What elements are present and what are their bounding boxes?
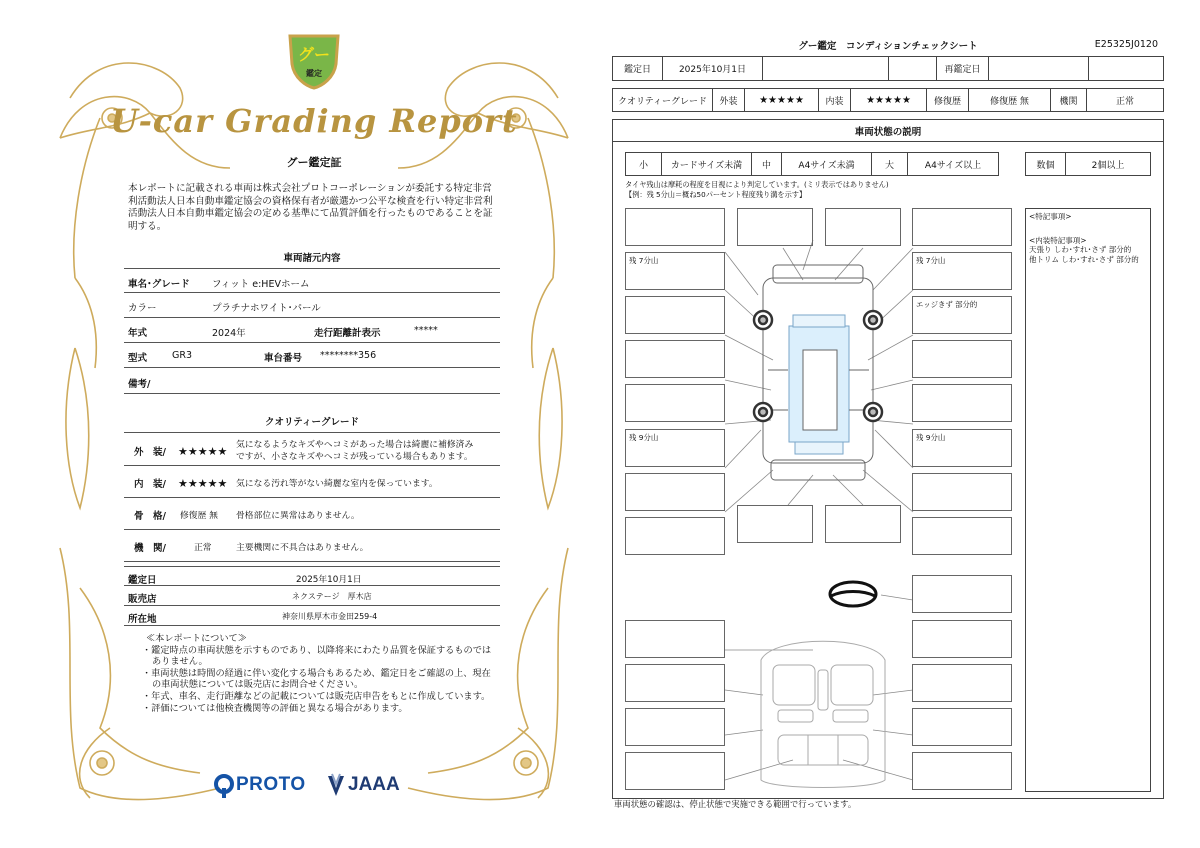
chassis-label: 車台番号 xyxy=(264,353,303,364)
date-blank xyxy=(889,57,937,80)
size-count: 数個 xyxy=(1026,153,1066,175)
damage-box xyxy=(625,208,725,246)
date-table xyxy=(612,56,1164,81)
shop-row xyxy=(124,586,500,606)
remarks-label: 備考/ xyxy=(128,379,151,390)
spec-row-model xyxy=(124,343,500,368)
special-notes-title: <特記事項> xyxy=(1029,212,1072,221)
grade-desc: 主要機関に不具合はありません。 xyxy=(236,543,369,553)
appraisal-date-value: 2025年10月1日 xyxy=(296,575,362,585)
damage-box xyxy=(825,505,901,543)
logo-text: 鑑定 xyxy=(306,69,322,78)
vehicle-state-section xyxy=(612,119,1164,799)
damage-box-tire-rl: 残 9分山 xyxy=(625,429,725,467)
grade-row-frame xyxy=(124,498,500,530)
damage-box xyxy=(737,505,813,543)
damage-box xyxy=(625,296,725,334)
grade-desc: 気になる汚れ等がない綺麗な室内を保っています。 xyxy=(236,479,438,489)
exterior-label: 外装 xyxy=(713,89,745,111)
grade-rating: 正常 xyxy=(194,543,212,553)
size-large-desc: A4サイズ以上 xyxy=(924,160,982,171)
size-small-desc: カードサイズ未満 xyxy=(662,153,752,175)
interior-value: ★★★★★ xyxy=(851,89,927,111)
color-label: カラー xyxy=(128,303,157,314)
proto-logo: PROTO xyxy=(236,774,306,795)
jaaa-logo-icon xyxy=(326,772,346,800)
damage-box xyxy=(912,340,1012,378)
interior-notes-title: <内装特記事項> xyxy=(1029,235,1087,245)
spec-heading: 車両諸元内容 xyxy=(283,253,341,264)
appraisal-date-label: 鑑定日 xyxy=(128,575,157,586)
grade-rating: ★★★★★ xyxy=(178,477,228,490)
sheet-title: グー鑑定 コンディションチェックシート xyxy=(798,41,978,52)
tire-note-line: タイヤ残山は摩耗の程度を目視により判定しています。(ミリ表示ではありません) xyxy=(625,180,889,189)
name-value: フィット e:HEVホーム xyxy=(212,279,310,290)
spec-table xyxy=(124,268,500,394)
grade-label: 機 関/ xyxy=(134,543,166,554)
quality-table xyxy=(612,88,1164,112)
note-item: ・評価については他検査機関等の評価と異なる場合があります。 xyxy=(142,702,408,714)
grade-desc: ですが、小さなキズやヘコミが残っている場合もあります。 xyxy=(236,452,473,462)
grade-row-interior xyxy=(124,466,500,498)
damage-box xyxy=(737,208,813,246)
mileage-value: ***** xyxy=(414,325,438,336)
size-medium: 中 xyxy=(752,153,782,175)
report-title: U-car Grading Report xyxy=(110,102,518,140)
name-label: 車名･グレード xyxy=(128,279,190,290)
certificate-intro: 本レポートに記載される車両は株式会社プロトコーポレーションが委託する特定非営利活動法人日本自動車鑑定協会の資格保有者が厳選かつ公平な検査を行い特定非営利活動法人日本自動車鑑定協会の定める基準にて品質評価を行ったものであることを証明する。 xyxy=(128,183,493,232)
interior-label: 内装 xyxy=(819,89,851,111)
reappraisal-label: 再鑑定日 xyxy=(937,57,989,80)
shop-label: 販売店 xyxy=(128,594,157,605)
interior-box xyxy=(912,708,1012,746)
grade-rating: 修復歴 無 xyxy=(180,511,218,521)
svg-text:グー: グー xyxy=(297,45,331,64)
damage-box-right-front: エッジきず 部分的 xyxy=(912,296,1012,334)
special-notes-panel xyxy=(1025,208,1151,792)
spec-row-color xyxy=(124,293,500,318)
interior-box xyxy=(625,620,725,658)
bottom-note: 車両状態の確認は、停止状態で実施できる範囲で行っています。 xyxy=(614,799,857,809)
jaaa-logo: JAAA xyxy=(348,774,400,795)
damage-box xyxy=(912,517,1012,555)
damage-box xyxy=(825,208,901,246)
damage-box xyxy=(625,340,725,378)
damage-box-tire-rr: 残 9分山 xyxy=(912,429,1012,467)
engine-value: 正常 xyxy=(1115,96,1134,107)
damage-box xyxy=(912,384,1012,422)
repair-label: 修復歴 xyxy=(927,89,969,111)
date-blank xyxy=(1089,57,1163,80)
damage-box xyxy=(912,473,1012,511)
repair-value: 修復歴 無 xyxy=(969,89,1051,111)
size-medium-desc: A4サイズ未満 xyxy=(782,153,872,175)
report-notes xyxy=(140,633,496,714)
damage-box-tire-fl: 残 7分山 xyxy=(625,252,725,290)
damage-box xyxy=(625,517,725,555)
condition-check-sheet xyxy=(610,30,1166,816)
address-value: 神奈川県厚木市金田259-4 xyxy=(282,612,378,621)
grade-table xyxy=(124,432,500,562)
date-blank xyxy=(763,57,889,80)
shop-table xyxy=(124,566,500,626)
note-item: ・車両状態は時間の経過に伴い変化する場合もあるため、鑑定日をご確認の上、現在の車両状態については販売店にお問合せください。 xyxy=(142,667,491,691)
address-row xyxy=(124,606,500,626)
damage-box xyxy=(625,384,725,422)
interior-box xyxy=(625,752,725,790)
year-value: 2024年 xyxy=(212,328,246,339)
grading-certificate xyxy=(40,28,588,820)
appraisal-date-row xyxy=(124,566,500,586)
interior-box xyxy=(912,620,1012,658)
shop-value: ネクステージ 厚木店 xyxy=(292,592,372,601)
grade-row-exterior xyxy=(124,432,500,466)
grade-desc: 骨格部位に異常はありません。 xyxy=(236,511,360,521)
date-label: 鑑定日 xyxy=(613,57,663,80)
address-label: 所在地 xyxy=(128,614,157,625)
exterior-value: ★★★★★ xyxy=(745,89,819,111)
color-value: プラチナホワイト･パール xyxy=(212,303,321,314)
certificate-subtitle: グー鑑定証 xyxy=(286,156,342,169)
state-title: 車両状態の説明 xyxy=(613,120,1163,142)
interior-box xyxy=(912,752,1012,790)
quality-label: クオリティーグレード xyxy=(613,89,713,111)
grade-row-engine xyxy=(124,530,500,562)
chassis-value: ********356 xyxy=(320,350,377,361)
year-label: 年式 xyxy=(128,328,148,339)
steering-wheel-icon xyxy=(830,582,876,606)
tire-note-line: 【例：残 5分山＝概ね50パーセント程度残り溝を示す】 xyxy=(625,189,807,199)
reappraisal-value xyxy=(989,57,1089,80)
interior-box xyxy=(912,575,1012,613)
damage-box xyxy=(912,208,1012,246)
interior-box xyxy=(625,708,725,746)
proto-logo-icon xyxy=(214,774,234,798)
size-large: 大 xyxy=(872,153,908,175)
note-item: ・年式、車名、走行距離などの記載については販売店申告をもとに作成しています。 xyxy=(142,690,491,702)
engine-label: 機関 xyxy=(1051,89,1087,111)
grade-label: 骨 格/ xyxy=(134,511,166,522)
footer-logos xyxy=(40,770,588,804)
size-small: 小 xyxy=(626,153,662,175)
notes-title: ≪本レポートについて≫ xyxy=(146,633,247,644)
goo-appraisal-logo xyxy=(286,30,342,90)
grade-heading: クオリティーグレード xyxy=(264,417,360,428)
damage-box-tire-fr: 残 7分山 xyxy=(912,252,1012,290)
grade-label: 内 装/ xyxy=(134,479,166,490)
size-count-desc: 2個以上 xyxy=(1091,160,1125,171)
model-value: GR3 xyxy=(172,350,193,361)
sheet-id: E25325J0120 xyxy=(1094,39,1158,50)
grade-label: 外 装/ xyxy=(134,447,166,458)
interior-note: 天張り しわ･すれ･さず 部分的 xyxy=(1029,245,1132,255)
interior-note: 他トリム しわ･すれ･さず 部分的 xyxy=(1029,254,1139,264)
grade-desc: 気になるようなキズやヘコミがあった場合は綺麗に補修済み xyxy=(236,440,474,450)
interior-box xyxy=(625,664,725,702)
note-item: ・鑑定時点の車両状態を示すものであり、以降将来にわたり品質を保証するものではありません。 xyxy=(142,644,492,668)
date-value: 2025年10月1日 xyxy=(663,57,763,80)
spec-row-year xyxy=(124,318,500,343)
mileage-label: 走行距離計表示 xyxy=(314,328,381,339)
damage-box xyxy=(625,473,725,511)
model-label: 型式 xyxy=(128,353,148,364)
spec-row-remarks xyxy=(124,368,500,394)
spec-row-name xyxy=(124,268,500,293)
grade-rating: ★★★★★ xyxy=(178,445,228,458)
interior-box xyxy=(912,664,1012,702)
